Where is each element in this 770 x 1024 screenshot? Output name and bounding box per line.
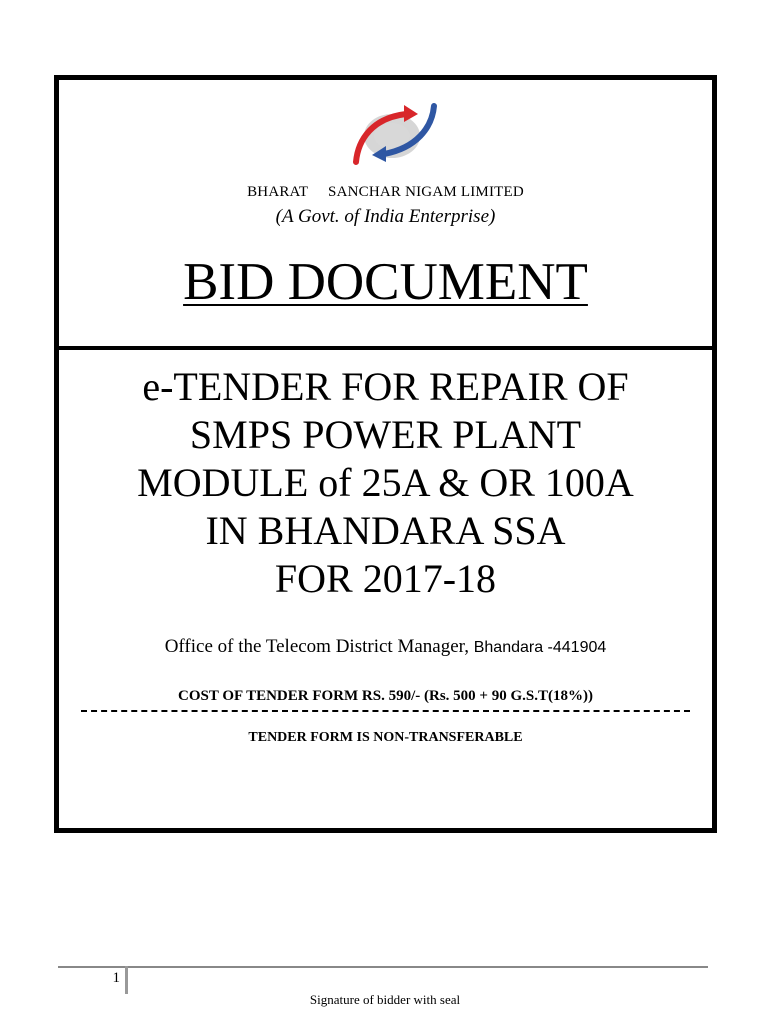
document-title: BID DOCUMENT — [183, 253, 588, 311]
tender-title — [59, 363, 712, 603]
page-number-separator — [125, 966, 128, 994]
header-box — [59, 80, 712, 350]
tender-title-line: MODULE of 25A & OR 100A — [137, 460, 634, 505]
office-line — [59, 636, 712, 658]
org-subtitle: (A Govt. of India Enterprise) — [275, 206, 496, 227]
org-name-part1: BHARAT — [247, 184, 309, 200]
signature-line: Signature of bidder with seal — [309, 992, 461, 1007]
office-pin: Bhandara -441904 — [473, 639, 607, 656]
footer-rule — [58, 966, 708, 968]
tender-title-line: FOR 2017-18 — [274, 556, 497, 601]
page-number: 1 — [112, 970, 120, 986]
tender-title-line: e-TENDER FOR REPAIR OF — [142, 364, 629, 409]
non-transferable-notice: TENDER FORM IS NON-TRANSFERABLE — [248, 730, 523, 745]
dashed-divider — [81, 710, 690, 712]
document-frame — [54, 75, 717, 833]
office-text: Office of the Telecom District Manager, — [164, 636, 469, 657]
tender-title-line: IN BHANDARA SSA — [205, 508, 566, 553]
org-name — [59, 184, 712, 201]
org-name-part2: SANCHAR NIGAM LIMITED — [328, 184, 524, 200]
cost-line: COST OF TENDER FORM RS. 590/- (Rs. 500 + 90 G.S.T(18%)) — [178, 688, 593, 704]
bsnl-logo-icon — [344, 100, 444, 170]
tender-title-line: SMPS POWER PLANT — [189, 412, 582, 457]
